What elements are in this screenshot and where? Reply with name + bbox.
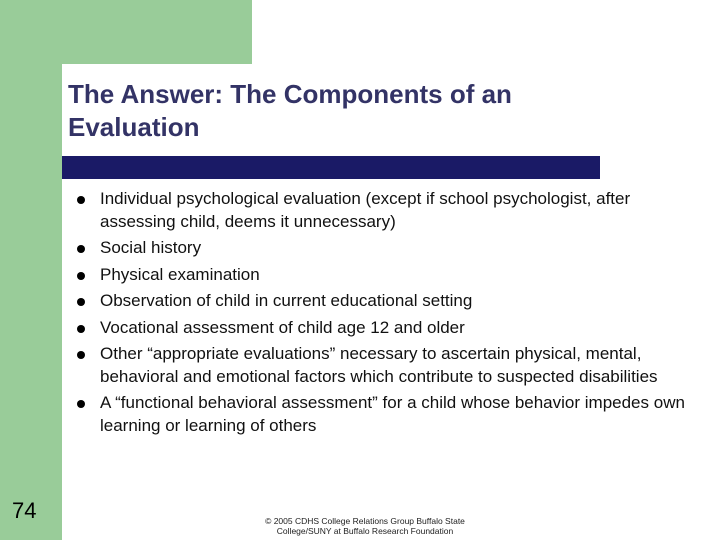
bullet-item	[68, 317, 688, 340]
slide-title-line-2: Evaluation	[68, 112, 200, 142]
bullet-text: Observation of child in current educational setting	[100, 291, 473, 310]
footer-copyright	[220, 516, 510, 536]
slide-title-line-1: The Answer: The Components of an	[68, 79, 512, 109]
bullet-dot-icon	[77, 298, 85, 306]
bullet-item	[68, 392, 688, 437]
bullet-dot-icon	[77, 351, 85, 359]
footer-line-1: © 2005 CDHS College Relations Group Buffalo State	[265, 516, 465, 526]
bullet-item	[68, 264, 688, 287]
bullet-text: Individual psychological evaluation (except if school psychologist, after assessing child, deems it unnecessary)	[100, 189, 631, 231]
bullet-item	[68, 237, 688, 260]
bullet-text: A “functional behavioral assessment” for a child whose behavior impedes own learning or learning of others	[100, 393, 685, 435]
bullet-item	[68, 343, 688, 388]
bullet-dot-icon	[77, 245, 85, 253]
bullet-text: Vocational assessment of child age 12 and older	[100, 317, 465, 337]
footer-line-2: College/SUNY at Buffalo Research Foundation	[276, 526, 454, 536]
slide-title	[68, 78, 668, 144]
bullet-text: Physical examination	[100, 264, 260, 284]
bullet-list	[68, 188, 688, 441]
bullet-text: Other “appropriate evaluations” necessary to ascertain physical, mental, behavioral and emotional factors which contribute to suspected disabilities	[100, 344, 658, 386]
bullet-item	[68, 188, 688, 233]
bullet-dot-icon	[77, 272, 85, 280]
bullet-text: Social history	[100, 238, 202, 257]
title-underline-bar	[62, 156, 600, 179]
bullet-dot-icon	[77, 325, 85, 333]
bullet-item	[68, 290, 688, 313]
slide-number: 74	[12, 498, 37, 523]
bullet-dot-icon	[77, 400, 85, 408]
bullet-dot-icon	[77, 196, 85, 204]
